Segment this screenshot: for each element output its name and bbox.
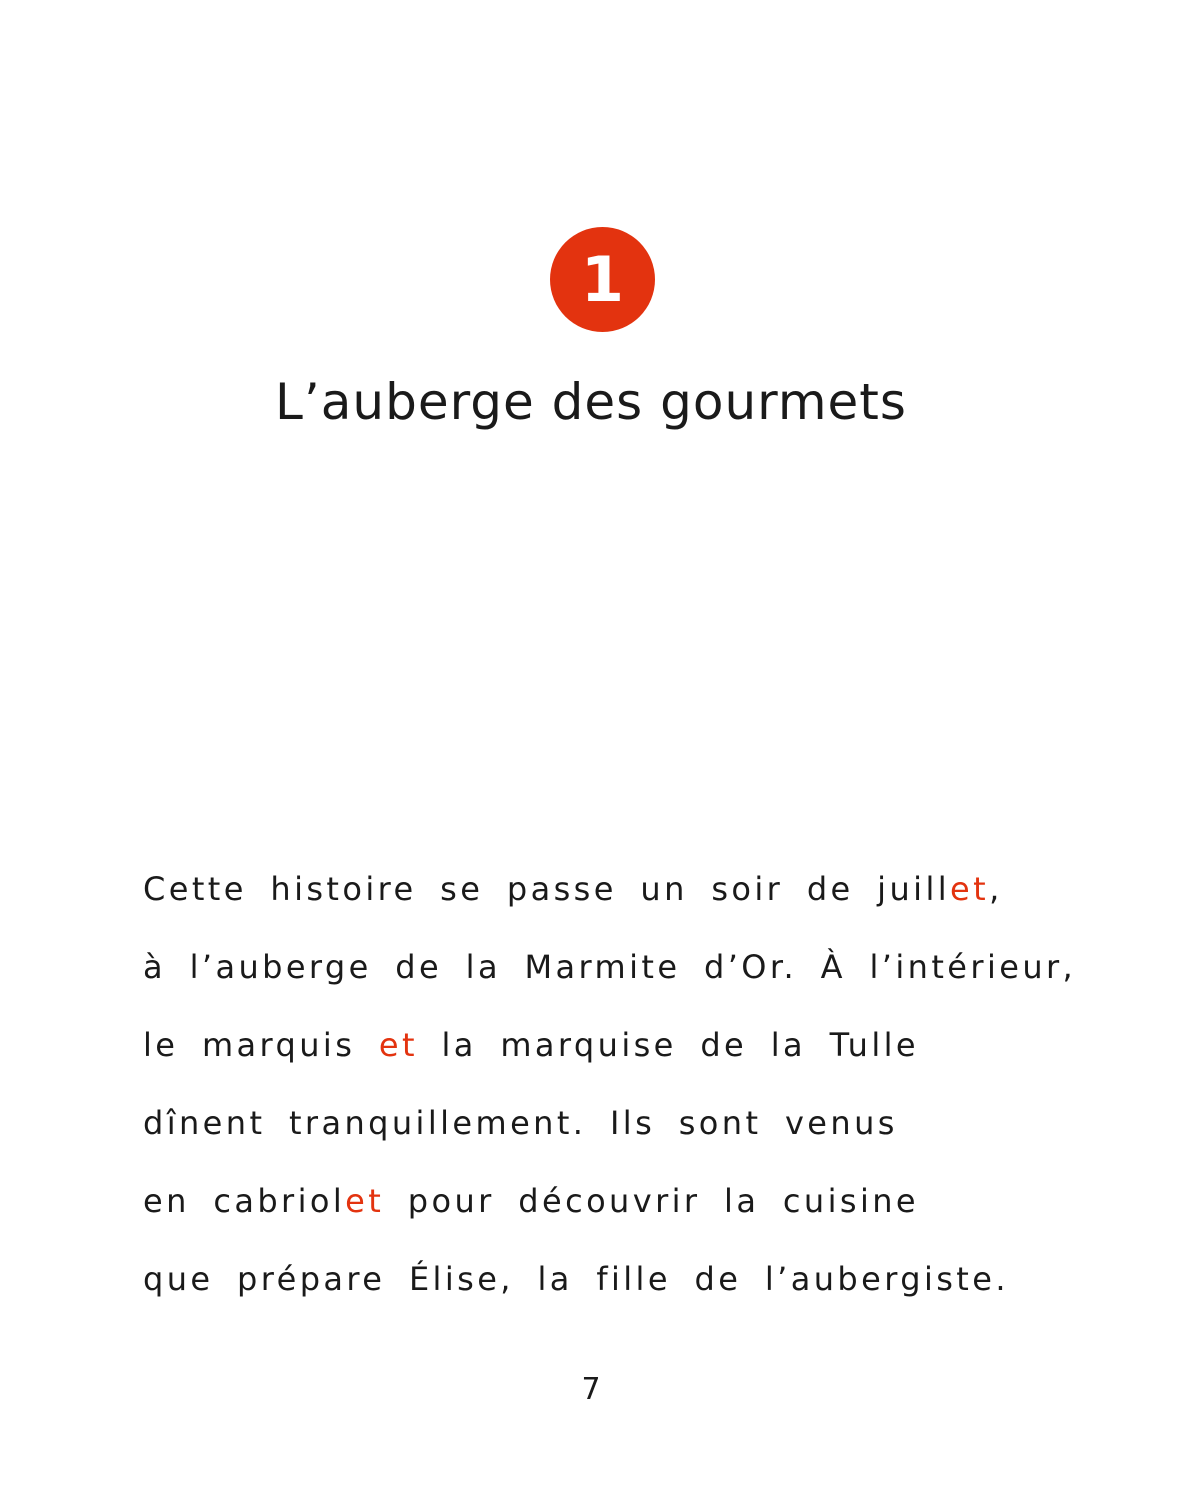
paragraph-line bbox=[143, 1006, 1133, 1084]
page-number: 7 bbox=[581, 1372, 601, 1407]
highlighted-syllable: et bbox=[950, 870, 990, 908]
highlighted-syllable: et bbox=[345, 1182, 385, 1220]
text-segment: dînent tranquillement. Ils sont venus bbox=[143, 1104, 898, 1142]
chapter-title: L’auberge des gourmets bbox=[275, 373, 907, 431]
text-segment: la marquise de la Tulle bbox=[417, 1026, 920, 1064]
text-segment: Cette histoire se passe un soir de juill bbox=[143, 870, 951, 908]
text-segment: en cabriol bbox=[143, 1182, 346, 1220]
text-segment: pour découvrir la cuisine bbox=[384, 1182, 920, 1220]
paragraph-line bbox=[143, 1240, 1133, 1318]
chapter-number-badge bbox=[550, 227, 655, 332]
text-segment: que prépare Élise, la fille de l’aubergiste. bbox=[143, 1260, 1009, 1298]
text-segment: à l’auberge de la Marmite d’Or. À l’intérieur, bbox=[143, 948, 1077, 986]
text-segment: , bbox=[989, 870, 1003, 908]
paragraph-line bbox=[143, 1162, 1133, 1240]
text-segment: le marquis bbox=[143, 1026, 379, 1064]
paragraph-line bbox=[143, 928, 1133, 1006]
chapter-number: 1 bbox=[580, 242, 625, 316]
highlighted-syllable: et bbox=[378, 1026, 418, 1064]
paragraph-line bbox=[143, 850, 1133, 928]
story-paragraph bbox=[143, 850, 1133, 1318]
paragraph-line bbox=[143, 1084, 1133, 1162]
